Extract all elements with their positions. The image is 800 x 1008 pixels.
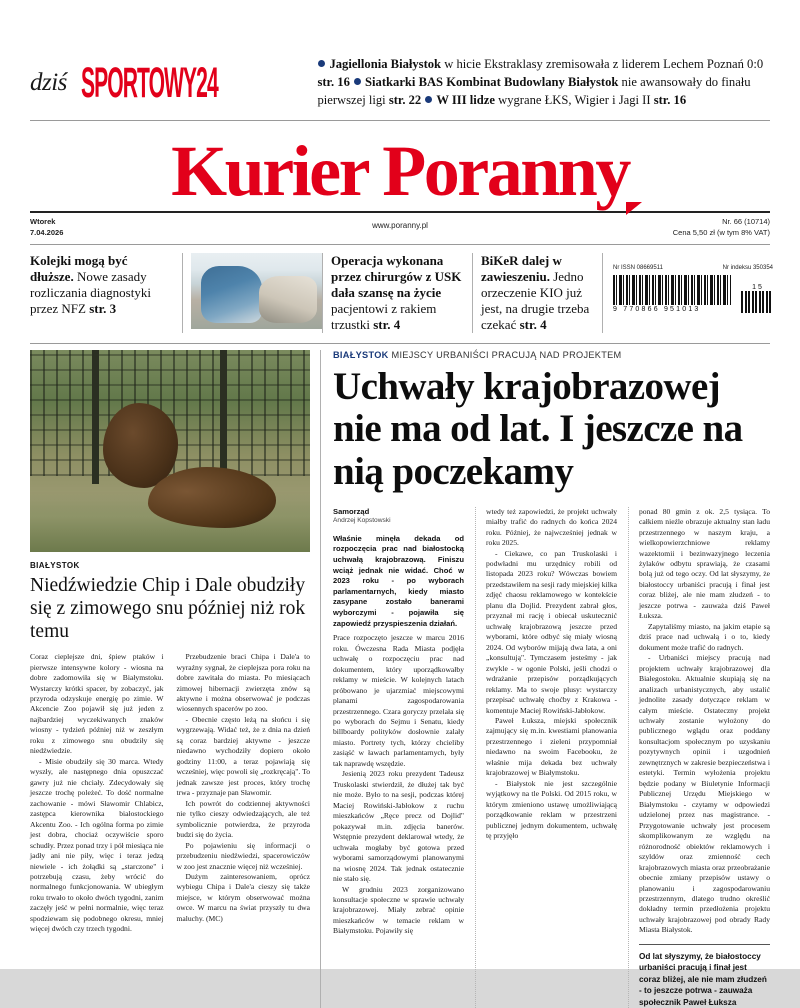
surgery-photo [191,253,322,329]
main-para: - Ciekawe, co pan Truskolaski i podwładni mu urzędnicy robili od listopada 2023 roku? Wówczas bowiem przedstawiłem na sesji rady miejskiej kilka zdjęć chaosu reklamowego w kontekście planu dla Dojlid. Prezydent zabrał głos, przyznał mi rację i obiecał uskutecznić uchwałę krajobrazową jeszcze przed wyborami, które odbyć się miały wiosną 2024. Od wyborów mijają dwa lata, a oni „konsultują". Tymczasem jesteśmy - jak zwykle - w ogonie Polski, jeśli chodzi o wdrażanie przepisów porządkujących reklamy. Ma to swoje plusy: wystarczy przepisać uchwałę choćby z Krakowa - komentuje Maciej Rowiński-Jabłokow. [486,548,617,715]
main-article-kicker-city: BIAŁYSTOK [333,350,389,361]
teaser-health[interactable] [30,253,182,334]
sport-teaser-3-bold: W III lidze [436,92,495,107]
teaser-photo-container [182,253,322,334]
bears-in-zoo-photo [30,350,310,552]
teaser-surgery-bold: Operacja wykonana przez chirurgów z USK dała szansę na życie [331,252,462,300]
main-para: ponad 80 gmin z ok. 2,5 tysiąca. To całkiem nieźle obrazuje aktualny stan ładu przestrzennego w naszym kraju, a wielkopowierzchniowe reklamy wazektomii i bezinwazyjnego leczenia żylaków odbytu sprawiają, że czasami bolą już od tego oczy. Od lat słyszymy, że białostoccy urbaniści pracują i finał jest coraz bliżej, ale nie mam złudzeń - to jeszcze potrwa - zauważa dziś Paweł Łuksza. [639,506,770,621]
left-para: Ich powrót do codziennej aktywności nie tylko cieszy odwiedzających, ale też symbolicznie potwierdza, że przyroda budzi się do życia. [176,798,310,840]
left-para: Coraz cieplejsze dni, śpiew ptaków i pierwsze intensywne kolory - wiosna na dobre zadomowiła się w Białymstoku. Wystarczy krótki spacer, by zobaczyć, jak przyroda odzyskuje energię po zimie. W Akcencie Zoo pojawił się już jeden z najbardziej wyczekiwanych znaków wiosny - tydzień później niż w zeszłym roku z zimowego snu obudziły się niedźwiedzie. [30,652,164,756]
main-para: Jesienią 2023 roku prezydent Tadeusz Truskolaski stwierdził, że dłużej tak być nie może. Było to na sesji, podczas której Maciej Rowiński-Jabłokow z ruchu mieszkańców „Ręce precz od Dojlid" pokazywał m.in. zdjęcia banerów. Wstępnie prezydent deklarował wtedy, że uchwała mogłaby być gotowa przed wyborami samorządowymi planowanymi na wiosnę 2024. Tak jednak ostatecznie nie stało się. [333,769,464,884]
left-article-kicker: BIAŁYSTOK [30,561,80,571]
bullet-icon [318,60,325,67]
sport-teaser-3-page[interactable]: str. 16 [653,92,687,107]
barcode-side [741,284,773,313]
teaser-surgery-page[interactable]: str. 4 [373,317,401,333]
main-para: Zapytaliśmy miasto, na jakim etapie są dziś prace nad uchwałą i o to, kiedy dokument może trafić do radnych. [639,621,770,652]
left-para: Dużym zainteresowaniem, oprócz wybiegu Chipa i Dale'a cieszy się także miejsce, w którym obserwować można owce. W marcu na świat przyszły tu dwa maluchy. (MC) [176,871,310,923]
teaser-biker-text: Jedno orzeczenie KIO już jest, na drugie trzeba czekać [481,268,590,333]
sport-teaser-2-bold: Siatkarki BAS Kombinat Budowlany Białystok [365,74,619,89]
sportowy24-logo: SPORTOWY24 [80,59,218,107]
weekday-label: Wtorek [30,217,56,227]
main-para: wtedy też zapowiedzi, że projekt uchwały miałby trafić do radnych do końca 2024 roku. Później, że najwcześniej jednak w roku 2025. [486,506,617,548]
barcode-header [613,265,773,271]
teaser-health-bold: Kolejki mogą być dłuższe. [30,252,128,284]
date-label: 7.04.2026 [30,227,64,237]
bear-lying [148,467,277,528]
barcode-block [602,253,773,334]
left-article-headline[interactable]: Niedźwiedzie Chip i Dale obudziły się z zimowego snu później niż rok temu [30,575,306,642]
main-para: Prace rozpoczęto jeszcze w marcu 2016 roku. Ówczesna Rada Miasta podjęła uchwałę o rozpoczęciu prac nad dokumentem, który uporządkowałby reklamy w mieście. W kolejnych latach próbowano je ujarzmiać miejscowymi planami zagospodarowania przestrzennego. Czara goryczy przelała się po wyborach do Sejmu i Senatu, kiedy billboardy polityków dosłownie zalały miasto. Portrety tych, którzy chcieliby zasiąść w ławach parlamentarnych, były tak naprawdę wszędzie. [333,633,464,768]
website-url[interactable]: www.poranny.pl [372,221,428,231]
left-para: Przebudzenie braci Chipa i Dale'a to wyraźny sygnał, że cieplejsza pora roku na dobre zawitała do miasta. Po miesiącach zimowej hibernacji zwierzęta znów są aktywne i można obserwować je podczas wiosennych spacerów po zoo. [176,652,310,714]
sport-teaser-text [311,56,770,110]
left-para: - Obecnie często leżą na słońcu i się wygrzewają. Widać też, że z dnia na dzień są coraz bardziej aktywne - jeszcze niedawno wychodziły dopiero około godziny 11:00, a teraz pojawiają się wcześniej, więc powoli się „rozkręcają". To jednak zawsze jest proces, który trochę trwa - przyznaje pan Sławomir. [176,714,310,798]
masthead [30,121,770,211]
main-article-kicker-text: MIEJSCY URBANIŚCI PRACUJĄ NAD PROJEKTEM [391,350,622,361]
teaser-health-text: Nowe zasady rozliczania diagnostyki przez NFZ [30,268,151,317]
issn-label: Nr ISSN 08669511 [613,264,663,271]
teaser-row [30,245,773,344]
right-column [320,350,770,1008]
bullet-icon [425,96,432,103]
barcode-main [613,275,731,313]
teaser-biker-page[interactable]: str. 4 [519,317,547,333]
sport-teaser-1-text: w hicie Ekstraklasy zremisowała z liderem Lechem Poznań 0:0 [441,57,764,71]
left-para: Po pojawieniu się informacji o przebudzeniu niedźwiedzi, spacerowiczów w zoo jest znacznie więcej niż wcześniej. [176,840,310,871]
barcode-side-bars-icon [741,291,773,313]
fence-post [220,350,227,483]
issue-block [523,217,770,239]
main-article-headline[interactable]: Uchwały krajobrazowej nie ma od lat. I jeszcze na nią poczekamy [333,365,743,493]
main-article-columns [333,507,770,1008]
main-article-kicker [333,350,770,360]
price-label: Cena 5,50 zł (w tym 8% VAT) [672,227,771,237]
main-para: Paweł Łuksza, miejski społecznik zajmujący się m.in. kwestiami planowania przestrzennego i zieleni przypomniał niedawno na swoim Facebooku, że właśnie mija dekada bez uchwały krajobrazowej w Białymstoku. [486,716,617,778]
main-article-col2-body [486,507,617,842]
sport-teaser-1-bold: Jagiellonia Białystok [329,57,442,71]
index-label: Nr indeksu 350354 [722,264,773,271]
today-label: dziś [30,68,67,96]
main-article-col1-body [333,633,464,937]
main-article-column-2 [475,507,617,1008]
newspaper-title: Kurier Poranny [171,130,629,211]
main-article-col3-body [639,507,770,936]
teaser-health-page[interactable]: str. 3 [89,301,117,317]
date-block [30,217,277,239]
barcode-digits: 9 770866 951013 [613,305,701,313]
main-article-lead: Właśnie minęła dekada od rozpoczęcia prac nad białostocką uchwałą krajobrazową. Finiszu wciąż jednak nie widać. Choć w 2023 roku - po wyborach parlamentarnych, kiedy miasto zasypane zostało banerami wyborczymi - pojawiła się zapowiedź przyspieszenia działań. [333,533,464,628]
main-para: - Białystok nie jest szczególnie wyjątkowy na tle Polski. Od 2015 roku, w którym zmieniono ustawę umożliwiającą porządkowanie reklam w przestrzeni publicznej jednym dokumentem, uchwałę tę przyjęło [486,778,617,841]
main-content-grid [30,344,770,1008]
teaser-biker[interactable] [472,253,602,334]
issue-number: Nr. 66 (10714) [722,217,771,227]
sport-teaser-2-text: nie awansowały do finału pierwszej ligi [317,74,751,107]
info-bar [30,213,770,244]
sport-teaser-1-page[interactable]: str. 16 [317,74,350,89]
main-article-column-1 [333,507,464,1008]
main-para: - Urbaniści miejscy pracują nad projektem uchwały krajobrazowej dla Białegostoku. Aktualnie skupiają się na analizach urbanistycznych, aby ustalić jednolite zasady dotyczące reklam w całym mieście. Ostateczny projekt uchwały zostanie wyłożony do publicznego wglądu oraz poddany konsultacjom społecznym po uzyskaniu pozytywnych opinii i uzgodnień zewnętrznych w zakresie bezpieczeństwa i estetyki. Termin wyłożenia projektu będzie podany w Biuletynie Informacji Publicznej Urzędu Miejskiego w Białymstoku - czytamy w odpowiedzi udzielonej przez nas magistrance. - Przygotowanie uchwały jest procesem skomplikowanym ze względu na różnorodność obiektów reklamowych i szyldów oraz zmienność cech krajobrazowych miasta oraz przeobrażanie obecnie zmiany przepisów ustawy o planowaniu i zagospodarowaniu przestrzennym, dlatego trudno określić dokładny termin przedłożenia projektu uchwały krajobrazowej pod obrady Rady Miasta Białystok. [639,653,770,935]
left-column [30,350,320,1008]
left-para: - Misie obudziły się 30 marca. Wtedy wyszły, ale następnego dnia opuszczać gawry już nie chciały. Zdecydowały się jeszcze trochę poleżeć. To dość normalne zachowanie - mówi Sławomir Chlabicz, zastępca kierownika białostockiego Akcentu Zoo. - Ich ogólna forma po zimie jest dobra, chociaż oczywiście sporo schudły. Przez ponad trzy i pół miesiąca nie jadły ani nie piły, więc i teraz jedzą niewiele - ich żołądki są „starczone" i potrzebują czasu, żeby wrócić do normalnego funkcjonowania. W ubiegłym roku trwało to około dwóch tygodni, zanim zaczęły jeść w pełni normalnie, więc teraz spodziewam się podobnego okresu, mniej więcej dwóch czy trzech tygodni. [30,756,164,934]
teaser-biker-bold: BiKeR dalej w zawieszeniu. [481,252,562,284]
barcode-bars-icon [613,275,731,305]
sport-teaser-2-page[interactable]: str. 22 [388,92,422,107]
flag-mark-icon [626,202,642,215]
bullet-icon [354,78,361,85]
main-article-column-3 [628,507,770,1008]
barcode-graphics [613,275,773,313]
main-para: W grudniu 2023 zorganizowano konsultacje społeczne w sprawie uchwały krajobrazowej. Miały zebrać opinie mieszkańców w temacie reklam w Białymstoku. Pojawiły się [333,884,464,936]
teaser-surgery[interactable] [322,253,472,334]
barcode-side-number: 1 5 [752,283,762,291]
left-article-body [30,652,310,935]
main-article-pullquote: Od lat słyszymy, że białostoccy urbaniści pracują i finał jest coraz bliżej, ale nie mam złudzeń - to jeszcze potrwa - zauważa społecznik Paweł Łuksza [639,944,770,1008]
bear-standing [103,403,179,488]
main-article-section: Samorząd [333,506,370,516]
sport-teaser-strip [30,0,770,120]
fence-post [92,350,99,483]
sport-teaser-3-text: wygrane ŁKS, Wigier i Jagi II [494,92,654,107]
teaser-surgery-text: pacjentowi z rakiem trzustki [331,301,437,333]
main-article-author: Andrzej Kopstowski [333,516,391,524]
